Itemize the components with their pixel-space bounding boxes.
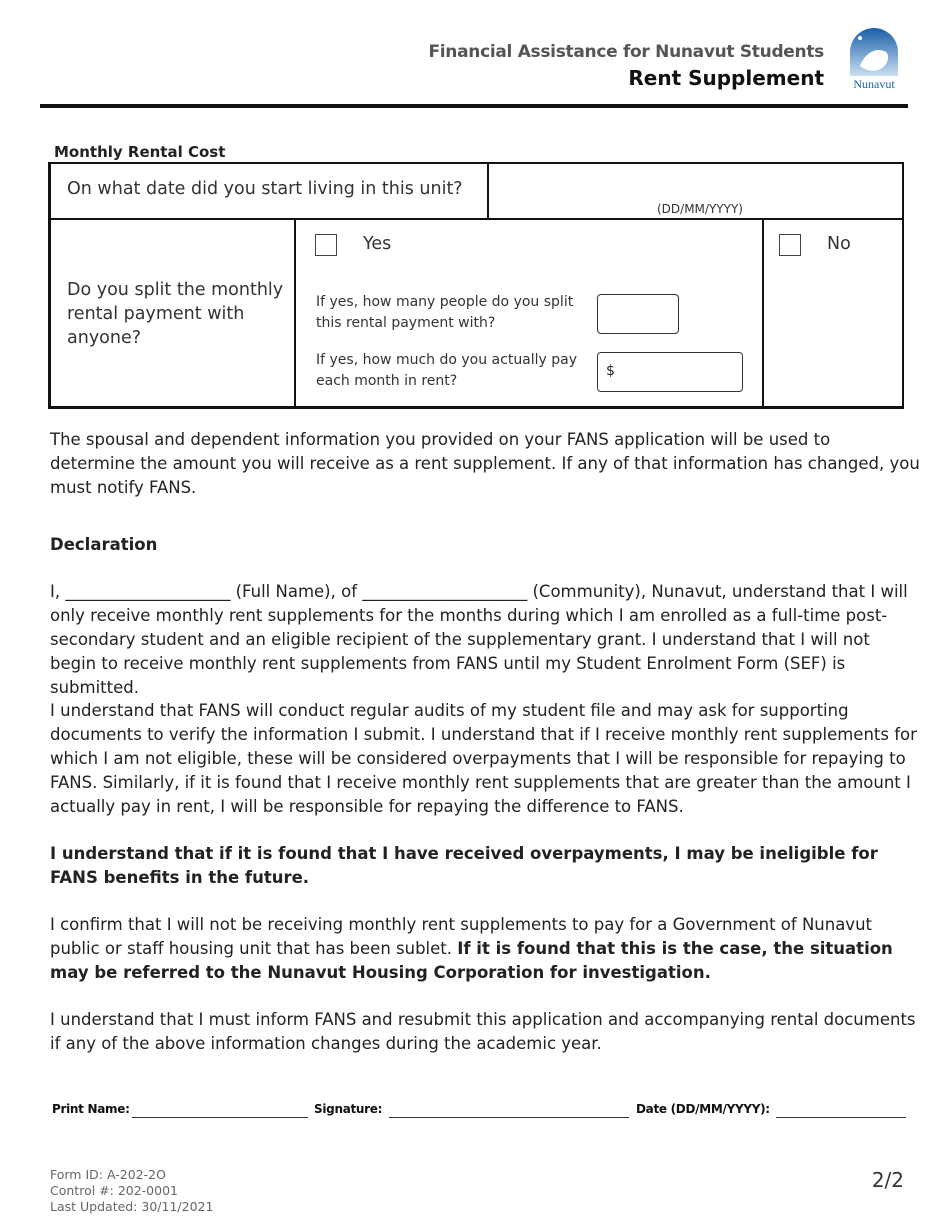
signature-label: Signature: — [314, 1102, 383, 1116]
declaration-title: Declaration — [50, 535, 158, 554]
resubmit-paragraph: I understand that I must inform FANS and resubmit this application and accompanying rental documents if any of the above information changes during the academic year. — [50, 1010, 916, 1053]
date-label: Date (DD/MM/YYYY): — [636, 1102, 770, 1116]
split-question: Do you split the monthly rental payment with anyone? — [67, 280, 284, 348]
audit-paragraph: I understand that FANS will conduct regular audits of my student file and may ask for supporting documents to verify the information I submit. I understand that if I receive monthly rent supplements for which I am not eligible, these will be considered overpayments that I will be responsible for repaying to FANS. Similarly, if it is found that I receive monthly rent supplements that are greater than the amount I actually pay in rent, I will be responsible for repaying the difference to FANS. — [50, 701, 917, 816]
nunavut-logo — [846, 26, 902, 92]
signature-field[interactable] — [389, 1104, 629, 1118]
rent-amount-input[interactable] — [597, 352, 743, 392]
yes-checkbox[interactable] — [315, 234, 337, 256]
print-name-label: Print Name: — [52, 1102, 130, 1116]
overpayment-warning: I understand that if it is found that I have received overpayments, I may be ineligible for FANS benefits in the future. — [50, 844, 878, 887]
housing-warning: If it is found that this is the case, the situation may be referred to the Nunavut Housing Corporation for investigation. — [50, 939, 893, 982]
people-question: If yes, how many people do you split this rental payment with? — [316, 294, 574, 331]
page-title: Rent Supplement — [628, 66, 824, 90]
housing-text: I confirm that I will not be receiving monthly rent supplements to pay for a Government of Nunavut public or staff housing unit that has been sublet. — [50, 915, 873, 958]
form-footer — [50, 1167, 213, 1215]
currency-symbol: $ — [606, 363, 615, 379]
last-updated: Last Updated: 30/11/2021 — [50, 1199, 214, 1214]
control-number: Control #: 202-0001 — [50, 1183, 178, 1198]
spousal-note: The spousal and dependent information you provided on your FANS application will be used to determine the amount you will receive as a rent supplement. If any of that information has changed, you must notify FANS. — [50, 430, 920, 497]
no-label: No — [827, 234, 851, 254]
page-number: 2/2 — [871, 1168, 904, 1192]
form-id: Form ID: A-202-2O — [50, 1167, 166, 1182]
program-name: Financial Assistance for Nunavut Students — [428, 42, 824, 62]
rental-table — [48, 162, 904, 409]
svg-text:Nunavut: Nunavut — [853, 77, 895, 91]
date-field[interactable] — [776, 1104, 906, 1118]
declaration-paragraph: I, ____________________ (Full Name), of ____________________ (Community), Nunavut, understand that I will only receive monthly rent supplements for the months during which I am enrolled as a full-time post-secondary student and an eligible recipient of the supplementary grant. I understand that I will not begin to receive monthly rent supplements from FANS until my Student Enrolment Form (SEF) is submitted. — [50, 582, 908, 697]
header-divider — [40, 104, 908, 108]
yes-label: Yes — [363, 234, 392, 254]
print-name-field[interactable] — [132, 1104, 308, 1118]
section-title: Monthly Rental Cost — [54, 143, 226, 161]
start-date-question: On what date did you start living in this unit? — [67, 179, 463, 199]
amount-question: If yes, how much do you actually pay each month in rent? — [316, 352, 578, 389]
date-format-hint: (DD/MM/YYYY) — [657, 202, 743, 216]
housing-paragraph — [50, 913, 920, 985]
no-checkbox[interactable] — [779, 234, 801, 256]
people-count-input[interactable] — [597, 294, 679, 334]
